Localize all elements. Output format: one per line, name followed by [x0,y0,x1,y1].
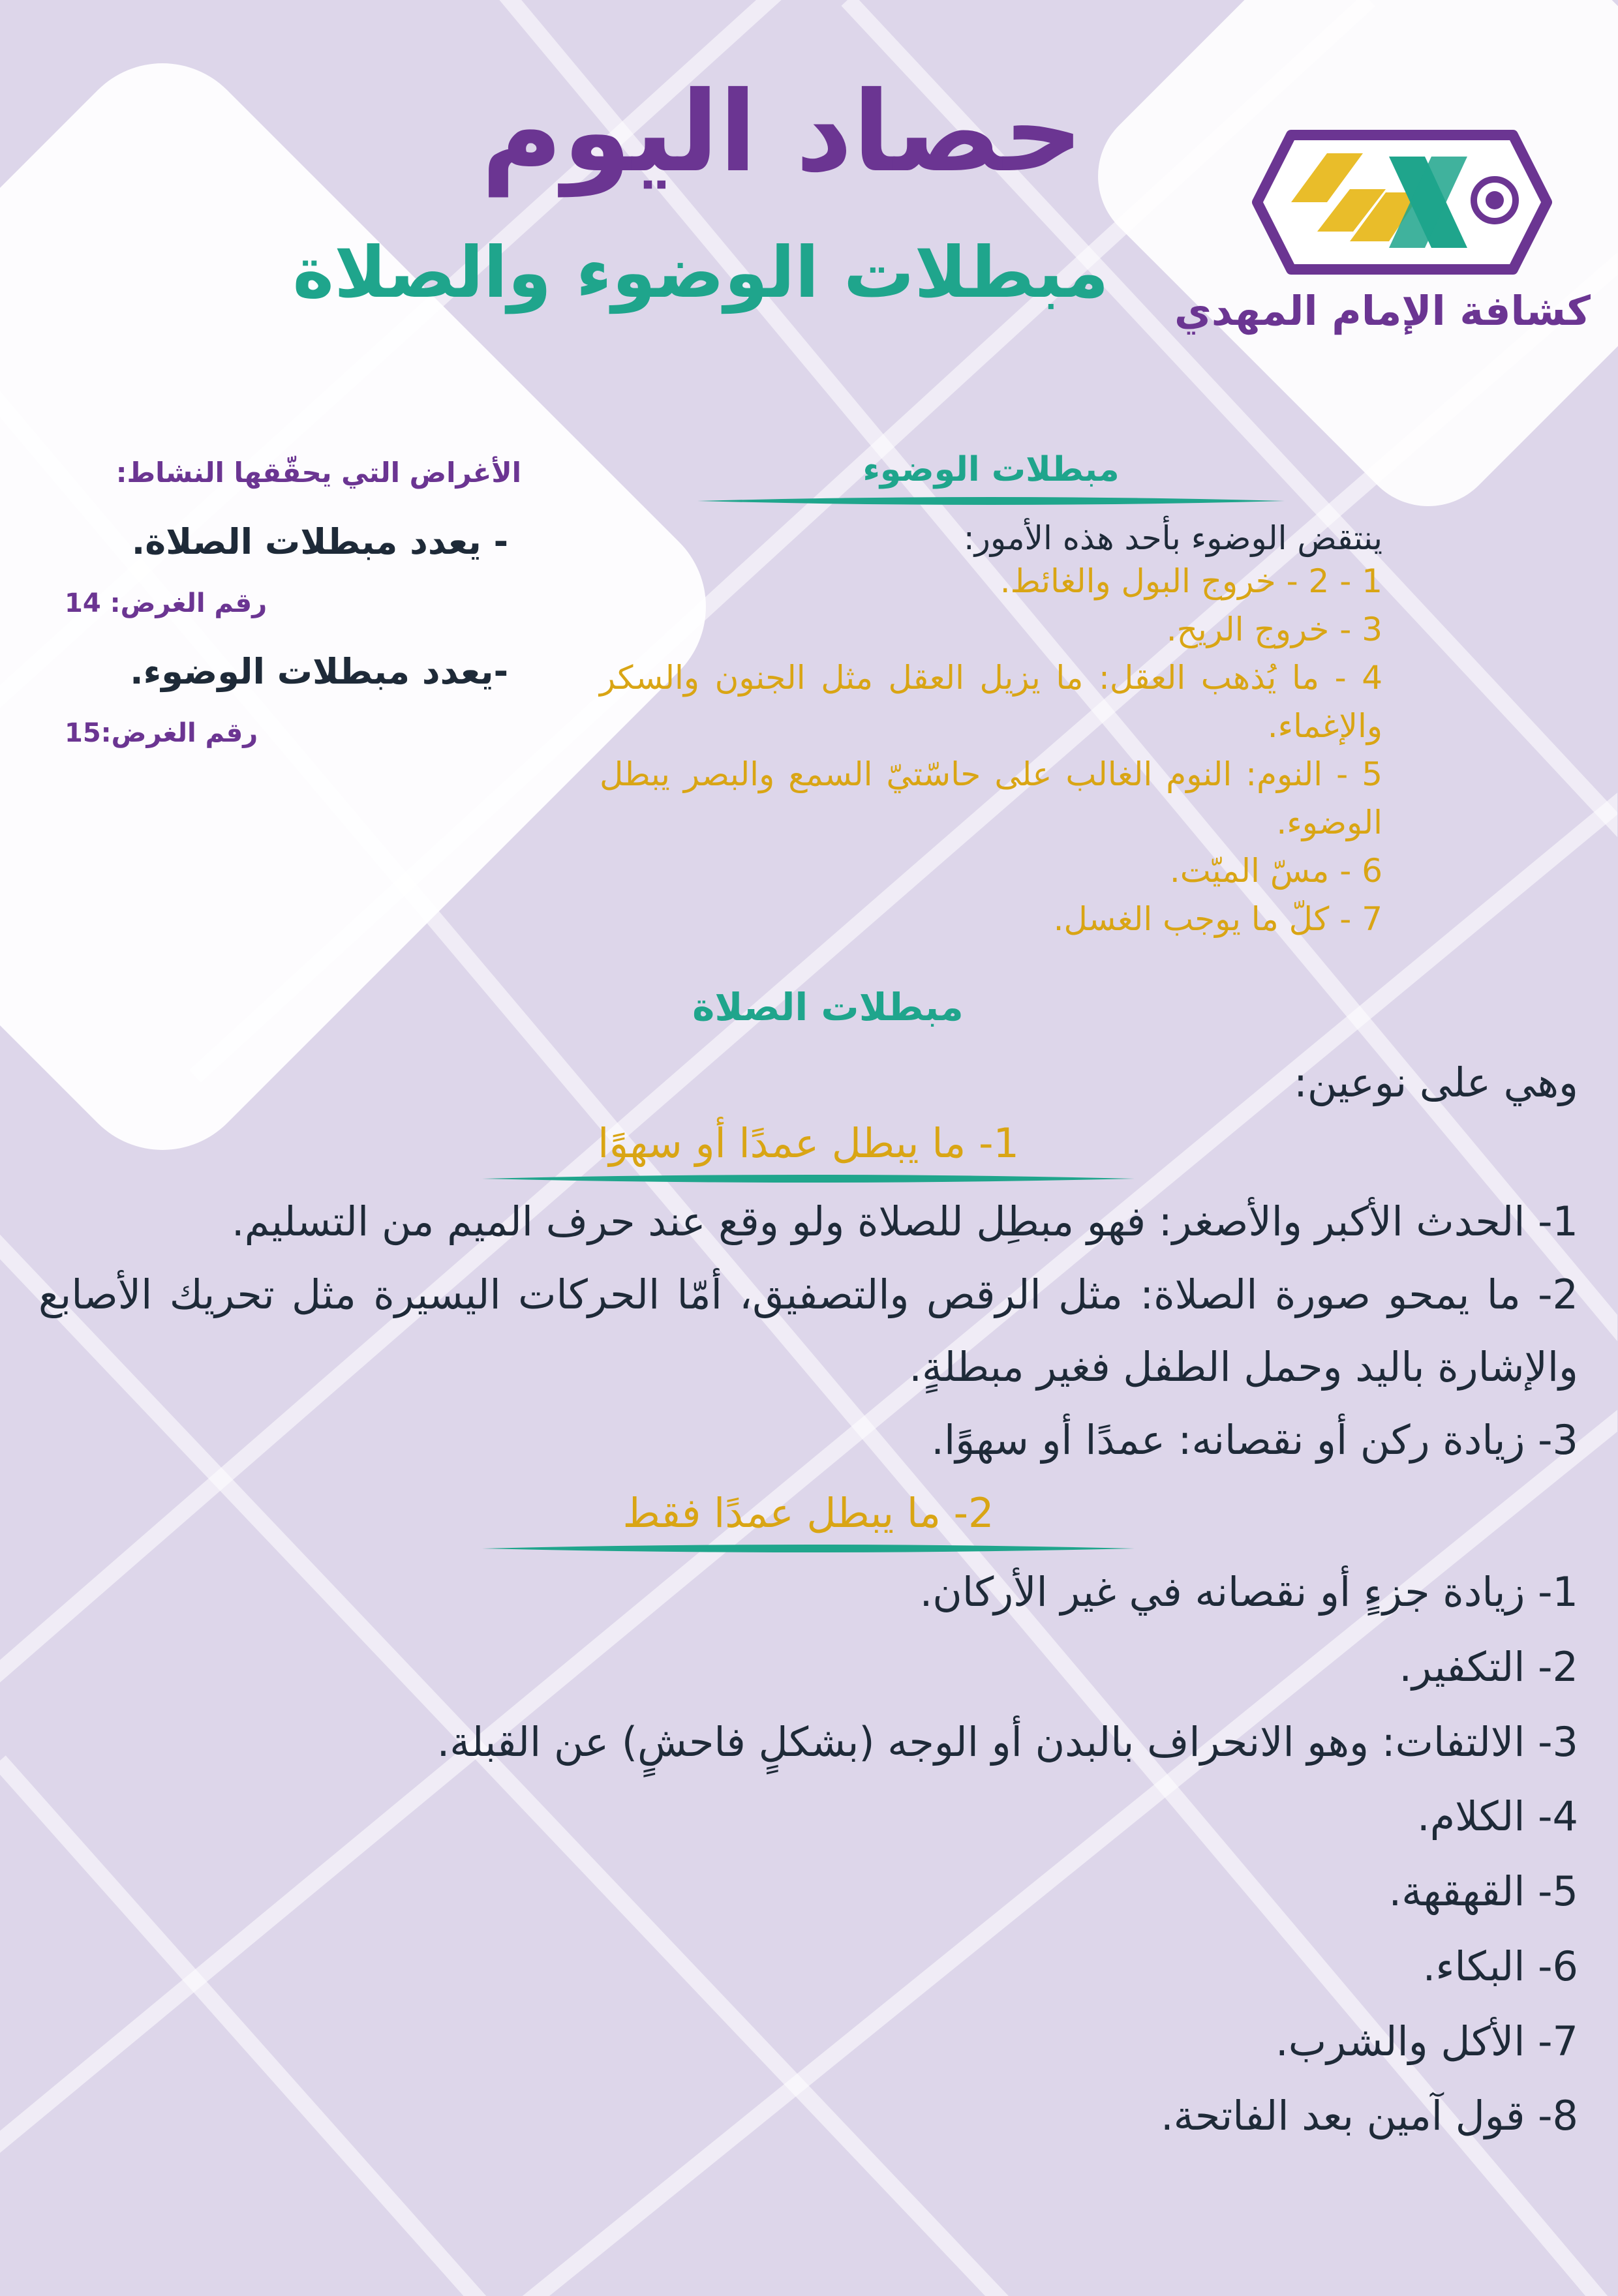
goals-title: الأغراض التي يحقّقها النشاط: [116,457,522,489]
wudu-item: 3 - خروج الريح. [1167,611,1383,648]
type2-item: 4- الكلام. [1418,1792,1579,1841]
wudu-item: 6 - مسّ الميّت. [1170,852,1383,890]
type2-divider [483,1542,1135,1555]
type2-item: 5- القهقهة. [1389,1867,1579,1916]
scouts-logo [1253,127,1553,277]
type2-item: 1- زيادة جزءٍ أو نقصانه في غير الأركان. [920,1568,1579,1616]
type1-divider [483,1172,1135,1185]
scouts-name [1174,287,1592,335]
salah-heading: مبطلات الصلاة [693,985,964,1029]
goals-box [39,457,522,748]
type2-item: 3- الالتفات: وهو الانحراف بالبدن أو الوجه (بشكلٍ فاحشٍ) عن القبلة. [437,1717,1579,1766]
goal-number: رقم الغرض:15 [65,718,259,748]
type2-item: 2- التكفير. [1399,1643,1579,1691]
wudu-list [600,557,1383,943]
type2-list [39,1555,1579,2154]
wudu-item: 4 - ما يُذهب العقل: ما يزيل العقل مثل الجنون والسكر والإغماء. [600,659,1383,745]
scouts-name-text: كشافة الإمام المهدي [1175,287,1591,335]
type2-item: 6- البكاء. [1423,1942,1579,1990]
wudu-item: 5 - النوم: النوم الغالب على حاسّتيّ السمع والبصر يبطل الوضوء. [600,755,1383,841]
wudu-item: 1 - 2 - خروج البول والغائط. [1000,562,1383,600]
page-title: حصاد اليوم [481,68,1084,197]
salah-intro: وهي على نوعين: [1294,1059,1579,1106]
type2-item: 8- قول آمين بعد الفاتحة. [1161,2092,1579,2140]
salah-section [39,985,1579,2154]
type2-heading: 2- ما يبطل عمدًا فقط [623,1489,995,1537]
wudu-item: 7 - كلّ ما يوجب الغسل. [1054,900,1383,938]
wudu-section [600,450,1383,943]
page-subtitle: مبطلات الوضوء والصلاة [293,232,1110,314]
goal-item: - يعدد مبطلات الصلاة. [132,521,509,562]
type1-list [39,1185,1579,1476]
goal-number: رقم الغرض: 14 [65,588,268,618]
type1-item: 3- زيادة ركن أو نقصانه: عمدًا أو سهوًا. [932,1415,1579,1464]
type2-item: 7- الأكل والشرب. [1276,2017,1579,2065]
type1-heading: 1- ما يبطل عمدًا أو سهوًا [598,1119,1020,1167]
type1-item: 2- ما يمحو صورة الصلاة: مثل الرقص والتصفيق، أمّا الحركات اليسيرة مثل تحريك الأصابع والإشارة باليد وحمل الطفل فغير مبطلةٍ. [39,1270,1579,1391]
goal-item: -يعدد مبطلات الوضوء. [130,651,509,692]
wudu-divider [698,494,1285,507]
type1-item: 1- الحدث الأكبر والأصغر: فهو مبطِل للصلاة ولو وقع عند حرف الميم من التسليم. [232,1198,1579,1245]
wudu-heading: مبطلات الوضوء [863,450,1120,489]
wudu-intro: ينتقض الوضوء بأحد هذه الأمور: [964,519,1383,557]
